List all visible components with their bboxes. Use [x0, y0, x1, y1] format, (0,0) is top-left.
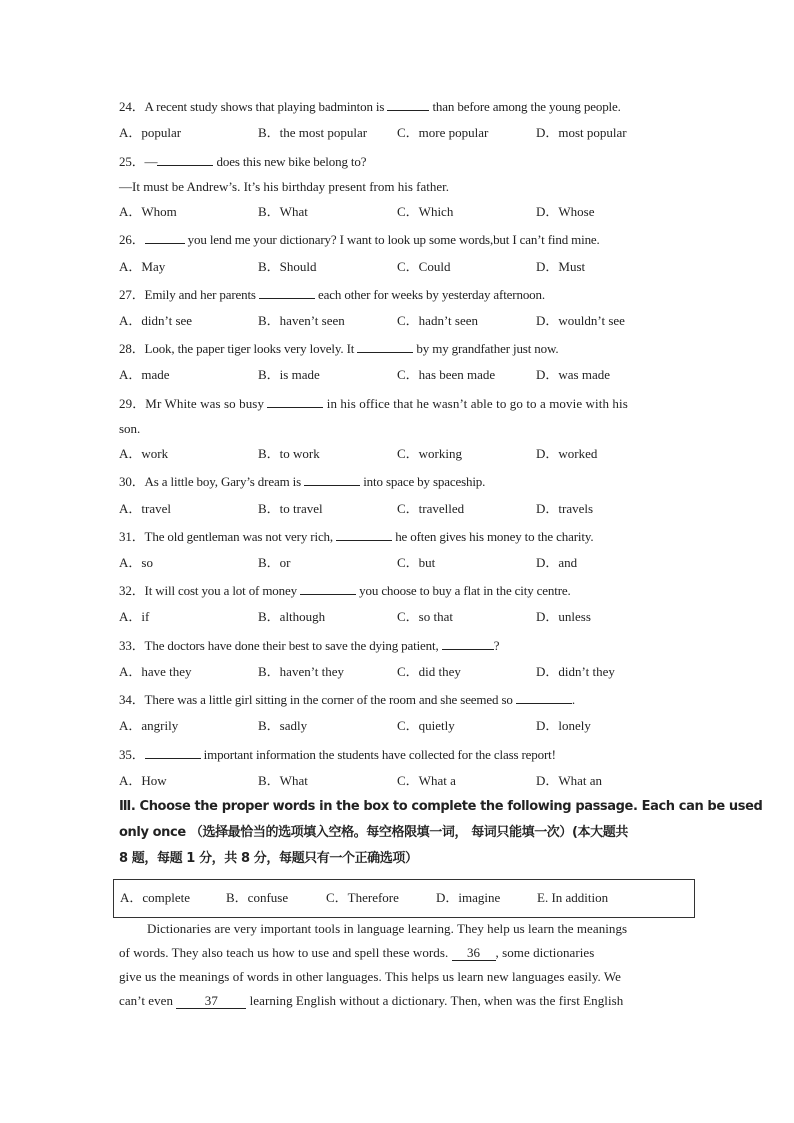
answer-blank[interactable]: [157, 153, 213, 166]
option-c[interactable]: C．quietly: [397, 718, 455, 733]
option-c[interactable]: C．travelled: [397, 501, 465, 516]
question-text: 32．It will cost you a lot of money: [119, 583, 301, 598]
section-heading-line: Ⅲ. Choose the proper words in the box to complete the following passage. Each can be used: [119, 799, 763, 814]
option-a[interactable]: A．have they: [119, 664, 192, 679]
option-d[interactable]: D．unless: [536, 609, 591, 624]
question-30: [119, 473, 485, 490]
answer-blank[interactable]: [145, 231, 185, 244]
option-b[interactable]: B．the most popular: [258, 125, 368, 140]
question-26: [119, 231, 600, 248]
question-text: 28．Look, the paper tiger looks very lovely. It: [119, 341, 358, 356]
question-text: 25．—: [119, 154, 158, 169]
passage-text: , some dictionaries: [495, 945, 595, 960]
word-box-item: A．complete: [120, 890, 191, 905]
answer-blank[interactable]: [300, 582, 356, 595]
option-b[interactable]: B．is made: [258, 367, 320, 382]
option-d[interactable]: D．What an: [536, 773, 603, 788]
options-25: [119, 204, 679, 220]
passage-text: can’t even: [119, 993, 177, 1008]
question-text: he often gives his money to the charity.: [392, 529, 594, 544]
option-d[interactable]: D．Whose: [536, 204, 595, 219]
option-b[interactable]: B．although: [258, 609, 326, 624]
question-text: each other for weeks by yesterday afternoon.: [314, 287, 545, 302]
option-c[interactable]: C．What a: [397, 773, 456, 788]
answer-blank[interactable]: [357, 340, 413, 353]
option-a[interactable]: A．travel: [119, 501, 171, 516]
passage-text: learning English without a dictionary. Then, when was the first English: [246, 993, 624, 1008]
question-text: 31．The old gentleman was not very rich,: [119, 529, 337, 544]
option-b[interactable]: B．or: [258, 555, 291, 570]
question-text: into space by spaceship.: [360, 474, 486, 489]
question-text: you lend me your dictionary? I want to look up some words,but I can’t find mine.: [184, 232, 600, 247]
option-a[interactable]: A．so: [119, 555, 153, 570]
word-box-item: D．imagine: [436, 890, 501, 905]
options-26: [119, 259, 679, 275]
option-d[interactable]: D．travels: [536, 501, 594, 516]
options-34: [119, 718, 679, 734]
passage-text: of words. They also teach us how to use and spell these words.: [119, 945, 452, 960]
passage-blank-36[interactable]: 36: [452, 945, 496, 961]
option-a[interactable]: A．Whom: [119, 204, 177, 219]
option-b[interactable]: B．sadly: [258, 718, 308, 733]
option-c[interactable]: C．working: [397, 446, 463, 461]
option-c[interactable]: C．Could: [397, 259, 451, 274]
question-text: by my grandfather just now.: [413, 341, 559, 356]
option-a[interactable]: A．How: [119, 773, 167, 788]
option-b[interactable]: B．Should: [258, 259, 317, 274]
options-27: [119, 313, 679, 329]
answer-blank[interactable]: [259, 286, 315, 299]
question-text: does this new bike belong to?: [213, 154, 367, 169]
options-31: [119, 555, 679, 571]
question-text: 35．: [119, 747, 145, 762]
question-text: you choose to buy a flat in the city centre.: [356, 583, 571, 598]
question-continuation: son.: [119, 421, 141, 436]
option-c[interactable]: C．has been made: [397, 367, 496, 382]
option-c[interactable]: C．did they: [397, 664, 461, 679]
option-b[interactable]: B．haven’t seen: [258, 313, 345, 328]
answer-blank[interactable]: [516, 691, 572, 704]
question-text: 29．Mr White was so busy: [119, 396, 268, 411]
question-text: 27．Emily and her parents: [119, 287, 259, 302]
question-31: [119, 528, 593, 545]
question-text: 34．There was a little girl sitting in the corner of the room and she seemed so: [119, 692, 516, 707]
question-28: [119, 340, 558, 357]
question-24: [119, 98, 621, 115]
option-d[interactable]: D．didn’t they: [536, 664, 615, 679]
section-heading-line: only once （选择最恰当的选项填入空格。每空格限填一词， 每词只能填一次）(本大题共: [119, 825, 628, 840]
option-d[interactable]: D．and: [536, 555, 578, 570]
passage-blank-37[interactable]: 37: [176, 993, 246, 1009]
option-d[interactable]: D．was made: [536, 367, 611, 382]
option-b[interactable]: B．to work: [258, 446, 320, 461]
question-text: 33．The doctors have done their best to save the dying patient,: [119, 638, 442, 653]
word-box-item: B．confuse: [226, 890, 289, 905]
passage: [119, 917, 672, 1017]
dialog-line: —It must be Andrew’s. It’s his birthday present from his father.: [119, 179, 450, 194]
question-32: [119, 582, 571, 599]
option-d[interactable]: D．Must: [536, 259, 586, 274]
option-a[interactable]: A．if: [119, 609, 150, 624]
answer-blank[interactable]: [267, 395, 323, 408]
option-d[interactable]: D．worked: [536, 446, 598, 461]
option-b[interactable]: B．haven’t they: [258, 664, 345, 679]
question-25: [119, 153, 366, 170]
options-24: [119, 125, 679, 141]
passage-line: [119, 941, 672, 965]
word-box-item: E. In addition: [537, 890, 609, 905]
options-28: [119, 367, 679, 383]
answer-blank[interactable]: [336, 528, 392, 541]
section-heading-line: 8 题，每题 1 分，共 8 分，每题只有一个正确选项）: [119, 851, 418, 866]
question-33: [119, 637, 499, 654]
option-a[interactable]: A．didn’t see: [119, 313, 193, 328]
question-text: 26．: [119, 232, 145, 247]
options-32: [119, 609, 679, 625]
question-text: in his office that he wasn’t able to go to a movie with his: [323, 396, 628, 411]
passage-line: give us the meanings of words in other languages. This helps us learn new languages easily. We: [119, 969, 621, 984]
option-b[interactable]: B．What: [258, 773, 308, 788]
question-27: [119, 286, 545, 303]
options-35: [119, 773, 679, 789]
passage-line: Dictionaries are very important tools in language learning. They help us learn the meanings: [147, 921, 628, 936]
question-text: 30．As a little boy, Gary’s dream is: [119, 474, 305, 489]
question-text: .: [571, 692, 575, 707]
answer-blank[interactable]: [387, 98, 429, 111]
answer-blank[interactable]: [304, 473, 360, 486]
options-29: [119, 446, 679, 462]
option-d[interactable]: D．wouldn’t see: [536, 313, 625, 328]
question-text: ?: [493, 638, 500, 653]
passage-line: [119, 989, 672, 1013]
option-d[interactable]: D．most popular: [536, 125, 627, 140]
question-29: [119, 395, 628, 412]
options-33: [119, 664, 679, 680]
option-c[interactable]: C．so that: [397, 609, 453, 624]
section-heading: [119, 794, 763, 872]
option-c[interactable]: C．Which: [397, 204, 454, 219]
word-box: [113, 879, 695, 918]
question-34: [119, 691, 575, 708]
option-b[interactable]: B．to travel: [258, 501, 323, 516]
option-a[interactable]: A．work: [119, 446, 169, 461]
answer-blank[interactable]: [442, 637, 494, 650]
option-d[interactable]: D．lonely: [536, 718, 591, 733]
option-b[interactable]: B．What: [258, 204, 308, 219]
option-a[interactable]: A．angrily: [119, 718, 179, 733]
option-c[interactable]: C．but: [397, 555, 436, 570]
options-30: [119, 501, 679, 517]
option-c[interactable]: C．more popular: [397, 125, 489, 140]
word-box-item: C．Therefore: [326, 890, 399, 905]
answer-blank[interactable]: [145, 746, 201, 759]
question-text: than before among the young people.: [429, 99, 621, 114]
option-c[interactable]: C．hadn’t seen: [397, 313, 478, 328]
option-a[interactable]: A．May: [119, 259, 166, 274]
option-a[interactable]: A．made: [119, 367, 170, 382]
question-35: [119, 746, 556, 763]
option-a[interactable]: A．popular: [119, 125, 182, 140]
question-text: 24．A recent study shows that playing badminton is: [119, 99, 388, 114]
question-text: important information the students have collected for the class report!: [200, 747, 556, 762]
